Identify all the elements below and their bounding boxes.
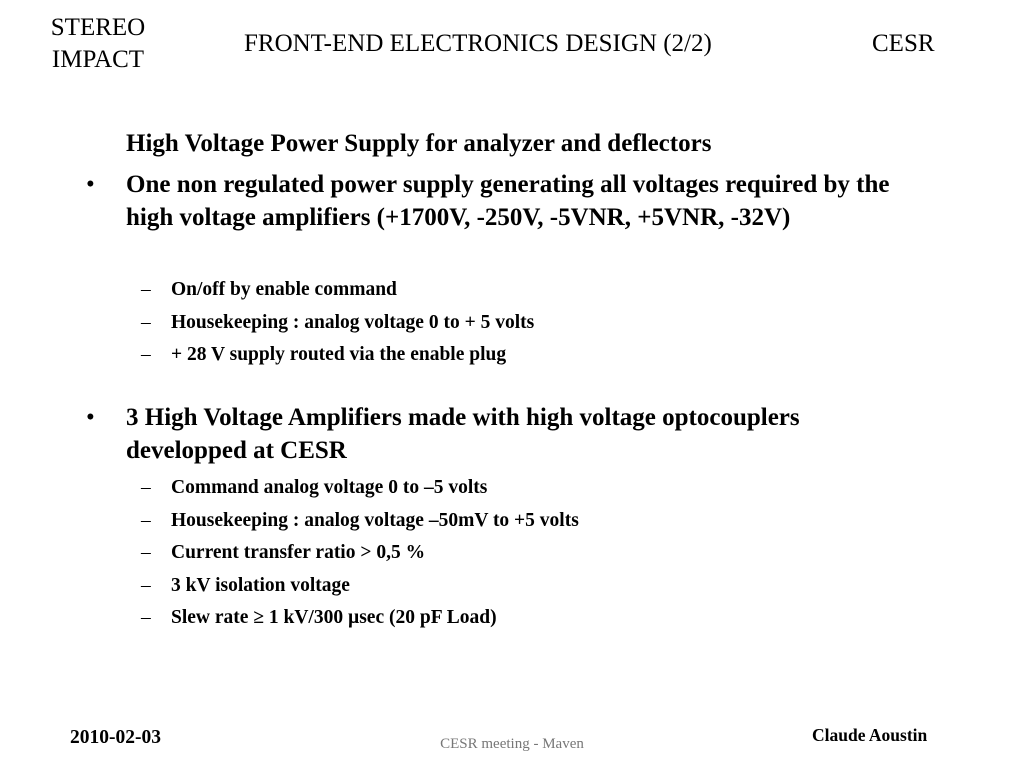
sub-mark: – — [141, 542, 151, 563]
bullet-text: 3 High Voltage Amplifiers made with high voltage optocouplers developped at CESR — [126, 404, 800, 464]
sub-mark: – — [141, 344, 151, 365]
sub-item — [141, 509, 931, 533]
bullet-mark: • — [86, 171, 95, 198]
footer-event: CESR meeting - Maven — [440, 736, 584, 752]
sub-item — [141, 606, 931, 630]
sub-item — [141, 476, 931, 500]
sub-text: Slew rate ≥ 1 kV/300 µsec (20 pF Load) — [171, 607, 497, 628]
bullet-item — [86, 401, 926, 467]
sub-item — [141, 278, 931, 302]
header-project-line1: STEREO — [50, 14, 146, 41]
sub-mark: – — [141, 510, 151, 531]
section-heading: High Voltage Power Supply for analyzer and deflectors — [126, 130, 712, 157]
slide-title: FRONT-END ELECTRONICS DESIGN (2/2) — [244, 30, 712, 57]
sub-text: Housekeeping : analog voltage –50mV to +5 volts — [171, 510, 579, 531]
header-project-label — [28, 12, 168, 76]
sub-item — [141, 574, 931, 598]
sub-text: + 28 V supply routed via the enable plug — [171, 344, 507, 365]
bullet-text: One non regulated power supply generating all voltages required by the high voltage amplifiers (+1700V, -250V, -5VNR, +5VNR, -32V) — [126, 171, 890, 231]
sub-item — [141, 311, 931, 335]
sub-item — [141, 343, 931, 367]
sub-mark: – — [141, 575, 151, 596]
bullet-mark: • — [86, 404, 95, 431]
sub-mark: – — [141, 279, 151, 300]
header-org-label: CESR — [872, 30, 935, 57]
sub-mark: – — [141, 607, 151, 628]
sub-text: Housekeeping : analog voltage 0 to + 5 volts — [171, 312, 535, 333]
sub-mark: – — [141, 312, 151, 333]
sub-text: On/off by enable command — [171, 279, 397, 300]
sub-text: 3 kV isolation voltage — [171, 575, 350, 596]
sub-text: Command analog voltage 0 to –5 volts — [171, 477, 488, 498]
header-project-line2: IMPACT — [51, 46, 145, 73]
sub-mark: – — [141, 477, 151, 498]
footer-author: Claude Aoustin — [812, 725, 928, 745]
sub-item — [141, 541, 931, 565]
sub-text: Current transfer ratio > 0,5 % — [171, 542, 426, 563]
footer-date: 2010-02-03 — [70, 727, 161, 748]
bullet-item — [86, 168, 926, 234]
